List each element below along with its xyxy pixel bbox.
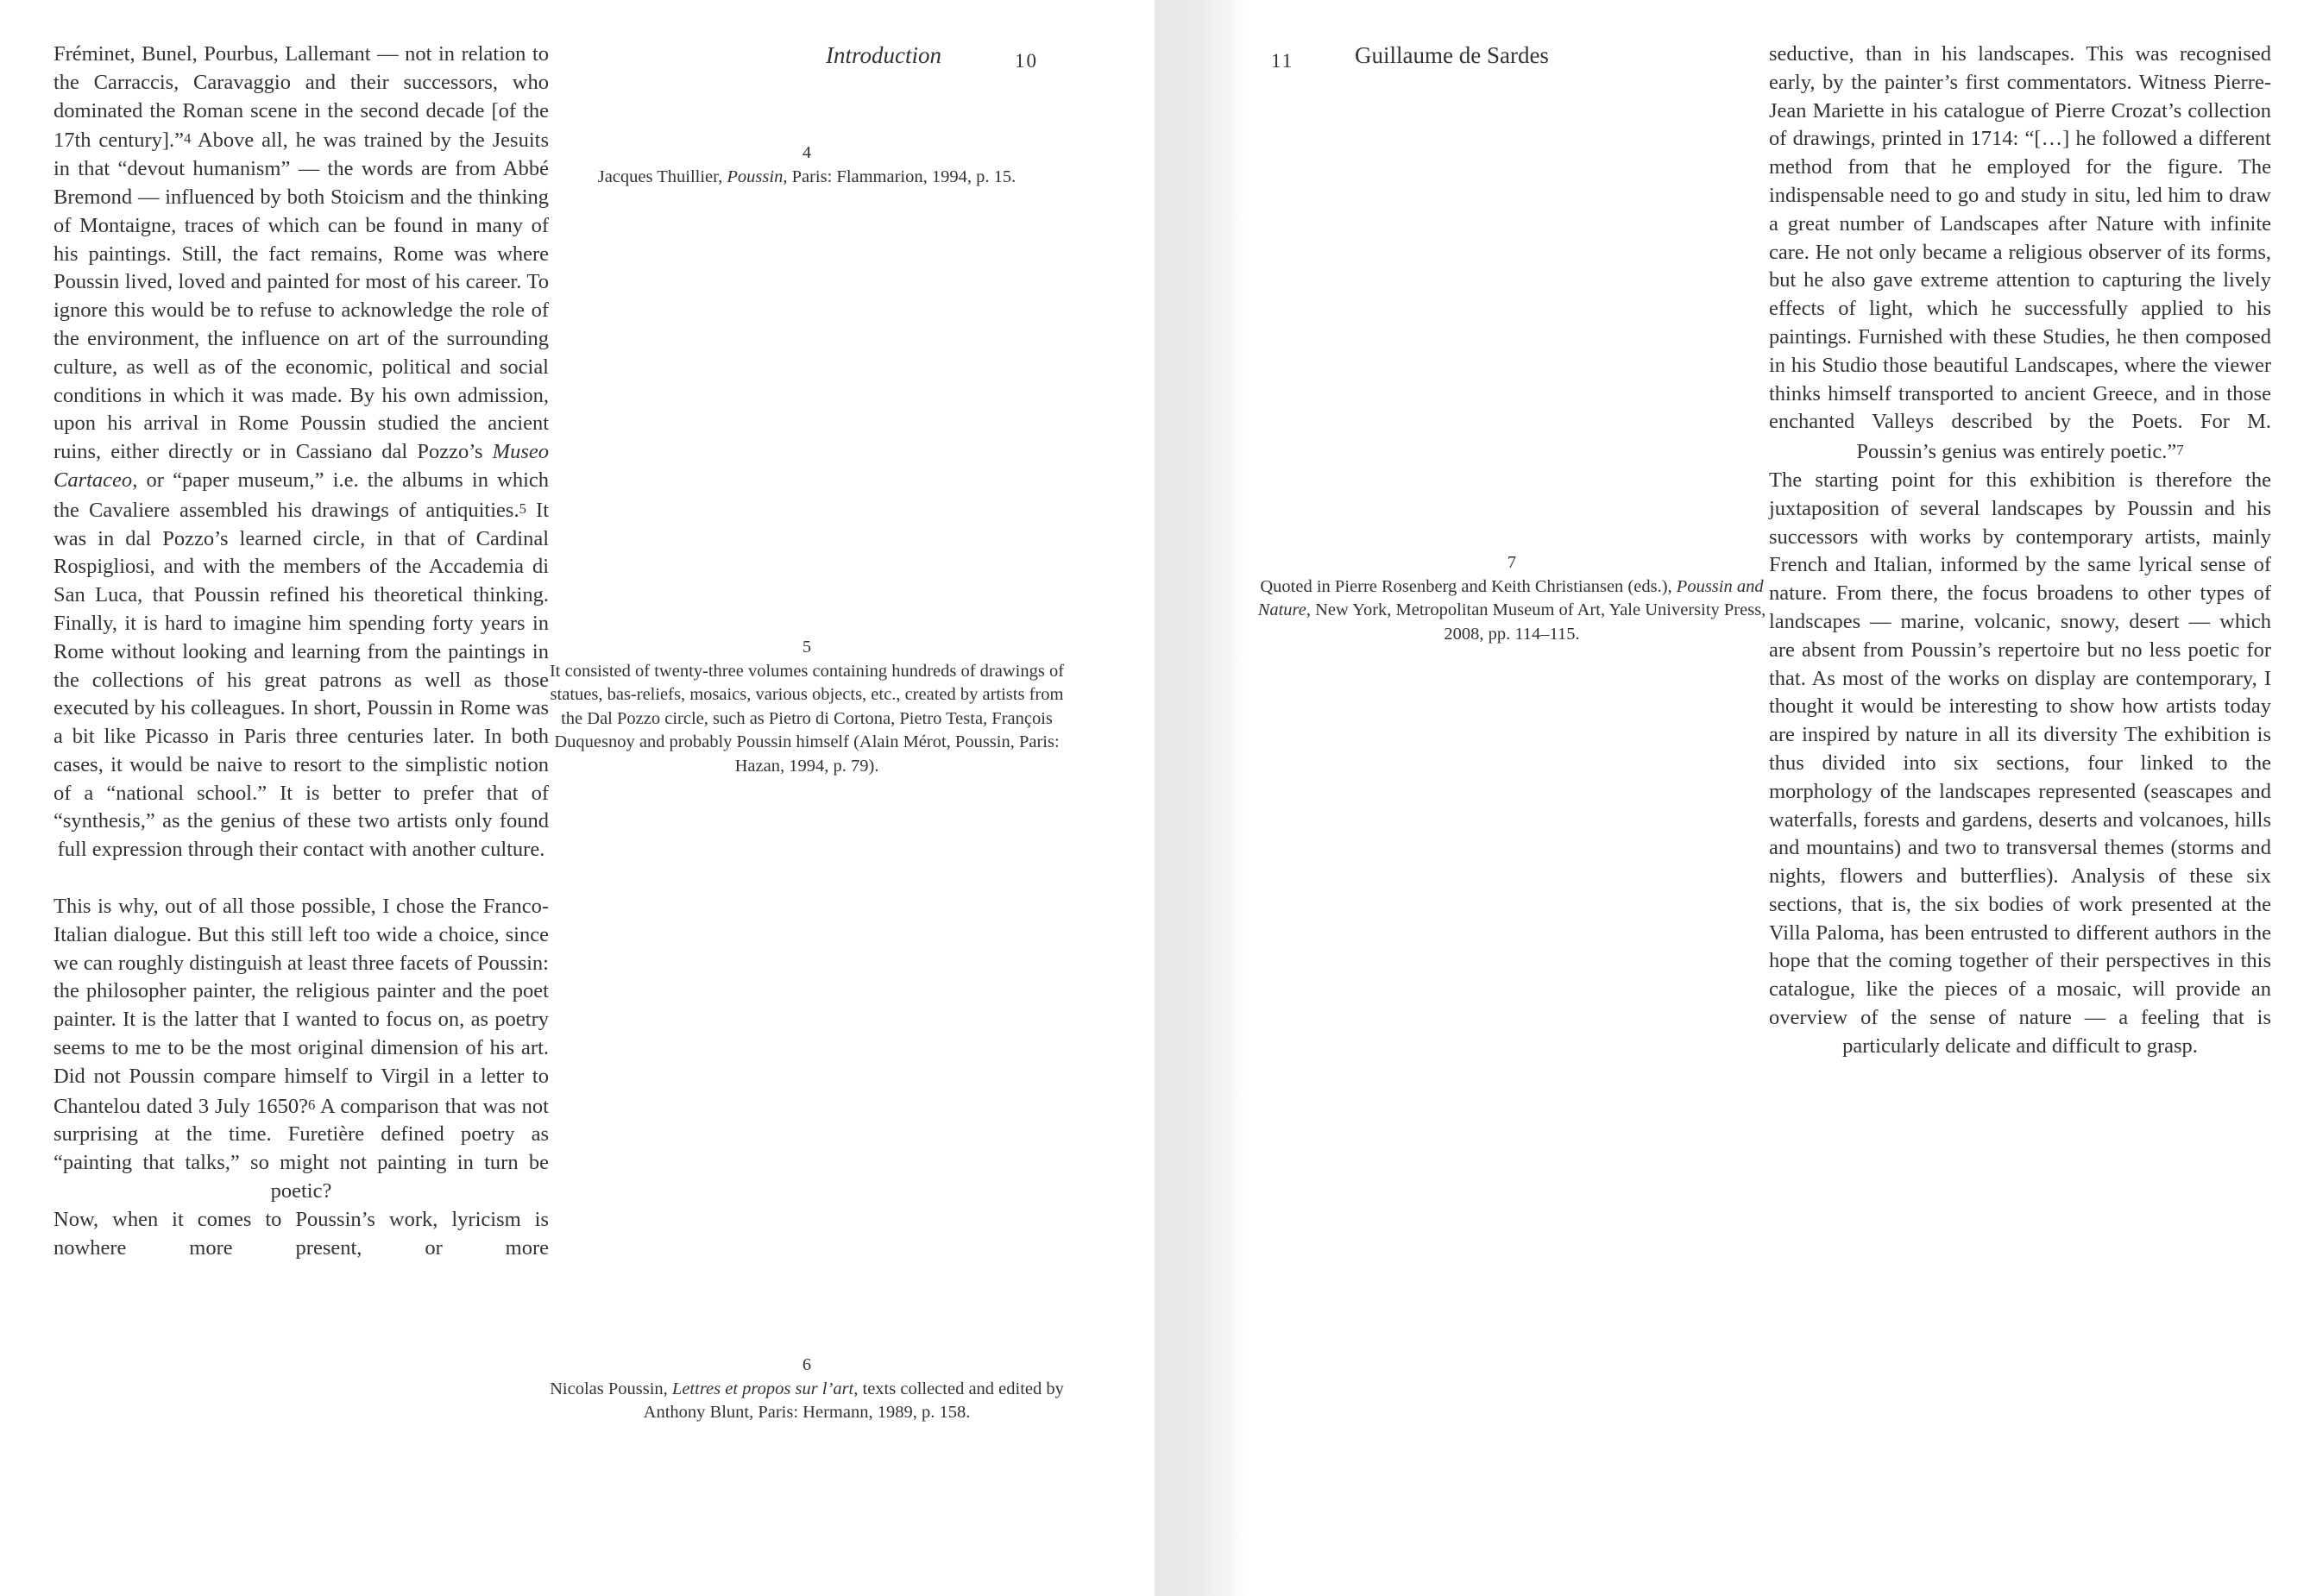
footnote-number: 7 bbox=[1507, 553, 1517, 572]
footnote-text: Jacques Thuillier, Poussin, Paris: Flammarion, 1994, p. 15. bbox=[597, 167, 1017, 186]
body-paragraph: seductive, than in his landscapes. This was recognised early, by the painter’s first commentators. Witness Pierre-Jean Mariette in his catalogue of Pierre Crozat’s collection of drawings, printed in 1714: “[…] he followed a different method from that he employed for the figure. The indispensable need to go and study in situ, led him to draw a great number of Landscapes after Nature with infinite care. He not only became a religious observer of its forms, but he also gave extreme attention to capturing the lively effects of light, which he successfully applied to his paintings. Furnished with these Studies, he then composed in his Studio those beautiful Landscapes, where the viewer thinks himself transported to ancient Greece, and in those enchanted Valleys described by the Poets. For M. Poussin’s genius was entirely poetic.”$^7$ bbox=[1769, 42, 2271, 464]
body-paragraph: Fréminet, Bunel, Pourbus, Lallemant — not in relation to the Carraccis, Caravaggio and their successors, who dominated the Roman scene in the second decade [of the 17th century].”$^4$ Above all, he was trained by the Jesuits in that “devout humanism” — the words are from Abbé Bremond — influenced by both Stoicism and the thinking of Montaigne, traces of which can be found in many of his paintings. Still, the fact remains, Rome was where Poussin lived, loved and painted for most of his career. To ignore this would be to refuse to acknowledge the role of the environment, the influence on art of the surrounding culture, as well as of the economic, political and social conditions in which it was made. By his own admission, upon his arrival in Rome Poussin studied the ancient ruins, either directly or in Cassiano dal Pozzo’s Museo Cartaceo, or “paper museum,” i.e. the albums in which the Cavaliere assembled his drawings of antiquities.$^5$ It was in dal Pozzo’s learned circle, in that of Cardinal Rospigliosi, and with the members of the Accademia di San Luca, that Poussin refined his theoretical thinking. Finally, it is hard to imagine him spending forty years in Rome without looking and learning from the paintings in the collections of his great patrons as well as those executed by his colleagues. In short, Poussin in Rome was a bit like Picasso in Paris three centuries later. In both cases, it would be naive to resort to the simplistic notion of a “national school.” It is better to prefer that of “synthesis,” as the genius of these two artists only found full expression through their contact with another culture. bbox=[54, 42, 550, 862]
footnote-text: It consisted of twenty-three volumes containing hundreds of drawings of statues, bas-reliefs, mosaics, various objects, etc., created by artists from the Dal Pozzo circle, such as Pietro di Cortona, Pietro Testa, François Duquesnoy and probably Poussin himself (Alain Mérot, Poussin, Paris: Hazan, 1994, p. 79). bbox=[549, 661, 1065, 776]
page-gutter-shadow bbox=[1155, 0, 1251, 1596]
footnote-number: 5 bbox=[802, 638, 812, 657]
page-number-right: 11 bbox=[1271, 50, 1294, 72]
running-head-author: Guillaume de Sardes bbox=[1355, 42, 1549, 68]
footnote-text: Quoted in Pierre Rosenberg and Keith Christiansen (eds.), Poussin and Nature, New York, Metropolitan Museum of Art, Yale University Press, 2008, pp. 114–115. bbox=[1257, 576, 1766, 644]
footnote-5 bbox=[548, 636, 1066, 778]
footnote-number: 6 bbox=[802, 1355, 812, 1374]
footnote-text: Nicolas Poussin, Lettres et propos sur l’art, texts collected and edited by Anthony Blunt, Paris: Hermann, 1989, p. 158. bbox=[550, 1379, 1064, 1422]
right-body-column bbox=[1769, 41, 2271, 1061]
footnote-number: 4 bbox=[802, 143, 812, 162]
running-head-section-title: Introduction bbox=[826, 42, 941, 68]
footnote-6 bbox=[548, 1354, 1066, 1425]
footnote-4 bbox=[548, 141, 1066, 189]
page-number-left: 10 bbox=[1015, 50, 1038, 72]
left-body-column bbox=[54, 41, 549, 1262]
body-paragraph: Now, when it comes to Poussin’s work, lyricism is nowhere more present, or more bbox=[54, 1207, 549, 1260]
body-paragraph: This is why, out of all those possible, I chose the Franco-Italian dialogue. But this still left too wide a choice, since we can roughly distinguish at least three facets of Poussin: the philosopher painter, the religious painter and the poet painter. It is the latter that I wanted to focus on, as poetry seems to me to be the most original dimension of his art. Did not Poussin compare himself to Virgil in a letter to Chantelou dated 3 July 1650?$^6$ A comparison that was not surprising at the time. Furetière defined poetry as “painting that talks,” so might not painting in turn be poetic? bbox=[54, 895, 549, 1203]
body-paragraph: The starting point for this exhibition is therefore the juxtaposition of several landscapes by Poussin and his successors with works by contemporary artists, mainly French and Italian, informed by the same lyrical sense of nature. From there, the focus broadens to other types of landscapes — marine, volcanic, snowy, desert — which are absent from Poussin’s repertoire but no less poetic for that. As most of the works on display are contemporary, I thought it would be interesting to show how artists today are inspired by nature in all its diversity The exhibition is thus divided into six sections, four linked to the morphology of the landscapes represented (seascapes and waterfalls, forests and gardens, deserts and volcanoes, hills and mountains) and two to transversal themes (storms and nights, flowers and butterflies). Analysis of these six sections, that is, the six bodies of work presented at the Villa Paloma, has been entrusted to different authors in the hope that the coming together of their perspectives in this catalogue, like the pieces of a mosaic, will provide an overview of the sense of nature — a feeling that is particularly delicate and difficult to grasp. bbox=[1769, 468, 2271, 1058]
footnote-7 bbox=[1253, 551, 1771, 646]
